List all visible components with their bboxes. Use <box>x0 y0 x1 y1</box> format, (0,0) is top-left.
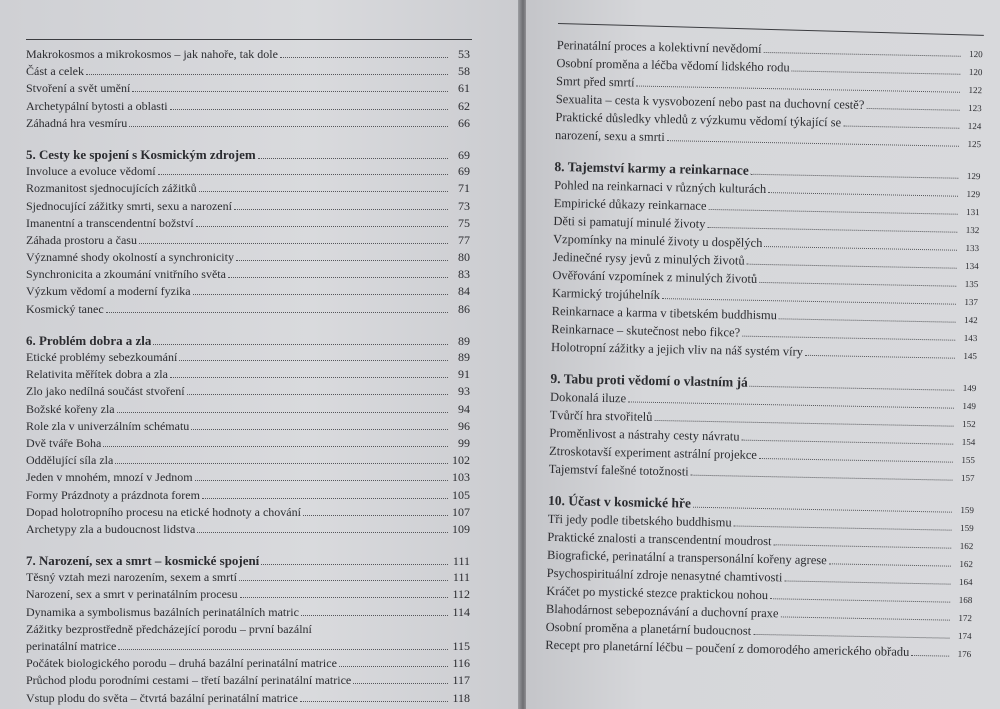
toc-entry: Dopad holotropního procesu na etické hodnoty a chování 107 <box>26 504 470 519</box>
toc-entry: Reinkarnace a karma v tibetském buddhismu 142 <box>551 303 978 326</box>
right-page <box>526 0 1000 709</box>
toc-entry: Těsný vztah mezi narozením, sexem a smrtí 111 <box>26 570 470 585</box>
toc-entry: Perinatální proces a kolektivní nevědomí 120 <box>556 37 983 60</box>
toc-entry: Tvůrčí hra stvořitelů 152 <box>549 407 976 430</box>
toc-entry: Reinkarnace – skutečnost nebo fikce? 143 <box>551 321 978 344</box>
toc-entry: Blahodárnost sebepoznávání a duchovní praxe 172 <box>545 601 972 624</box>
chapter-heading: 9. Tabu proti vědomí o vlastním já 149 <box>550 370 977 394</box>
toc-entry: Výzkum vědomí a moderní fyzika 84 <box>26 284 470 299</box>
toc-entry: Empirické důkazy reinkarnace 131 <box>553 195 980 218</box>
toc-entry: Proměnlivost a nástrahy cesty návratu 154 <box>549 425 976 448</box>
toc-entry: Archetypy zla a budoucnost lidstva 109 <box>26 521 470 536</box>
toc-entry: Makrokosmos a mikrokosmos – jak nahoře, tak dole 53 <box>26 47 470 61</box>
toc-entry: Jedinečné rysy jevů z minulých životů 134 <box>552 249 979 272</box>
toc-entry: Osobní proměna a planetární budoucnost 174 <box>545 619 972 642</box>
toc-entry: Vstup plodu do světa – čtvrtá bazální perinatální matrice 118 <box>26 690 470 705</box>
toc-entry: Sjednocující zážitky smrti, sexu a narození 73 <box>26 198 470 213</box>
top-rule <box>26 39 472 40</box>
toc-list-left <box>26 46 470 707</box>
toc-entry: Jeden v mnohém, mnozí v Jednom 103 <box>26 470 470 485</box>
toc-entry: Dvě tváře Boha 99 <box>26 435 470 450</box>
toc-entry: narození, sexu a smrti 125 <box>554 127 982 150</box>
toc-entry: Ověřování vzpomínek z minulých životů 135 <box>552 267 979 290</box>
toc-entry: Role zla v univerzálním schématu 96 <box>26 418 470 433</box>
toc-entry: Významné shody okolností a synchronicity 80 <box>26 250 470 265</box>
toc-entry: Tajemství falešné totožnosti 157 <box>548 461 975 484</box>
toc-entry: Pohled na reinkarnaci v různých kulturách 129 <box>554 177 981 200</box>
toc-entry: Synchronicita a zkoumání vnitřního světa 83 <box>26 267 470 282</box>
toc-entry: Ztroskotavší experiment astrální projekce 155 <box>548 443 976 466</box>
toc-entry: Involuce a evoluce vědomí 69 <box>26 164 470 179</box>
toc-entry: Praktické znalosti a transcendentní moudrost 162 <box>547 529 974 552</box>
top-rule <box>558 23 984 36</box>
toc-entry: Imanentní a transcendentní božství 75 <box>26 215 470 230</box>
toc-entry: Formy Prázdnoty a prázdnota forem 105 <box>26 487 470 502</box>
toc-entry: Archetypální bytosti a oblasti 62 <box>26 98 470 113</box>
toc-entry: Část a celek 58 <box>26 64 470 79</box>
chapter-heading: 10. Účast v kosmické hře 159 <box>547 492 975 516</box>
toc-entry: Recept pro planetární léčbu – poučení z domorodého amerického obřadu 176 <box>545 637 972 660</box>
toc-entry: Etické problémy sebezkoumání 89 <box>26 350 470 364</box>
chapter-heading: 5. Cesty ke spojení s Kosmickým zdrojem 69 <box>26 146 470 162</box>
toc-entry: Průchod plodu porodními cestami – třetí bazální perinatální matrice 117 <box>26 673 470 688</box>
toc-entry: Dynamika a symbolismus bazálních perinatálních matric 114 <box>26 604 470 619</box>
toc-entry: Dokonalá iluze 149 <box>549 389 977 412</box>
toc-entry: Tři jedy podle tibetského buddhismu 159 <box>547 511 974 534</box>
toc-entry: Božské kořeny zla 94 <box>26 401 470 416</box>
chapter-heading: 7. Narození, sex a smrt – kosmické spojení 111 <box>26 553 470 569</box>
toc-entry: Stvoření a svět umění 61 <box>26 81 470 96</box>
toc-entry: Sexualita – cesta k vysvobození nebo past na duchovní cestě? 123 <box>555 91 982 114</box>
toc-entry: Rozmanitost sjednocujících zážitků 71 <box>26 181 470 196</box>
toc-list-right <box>545 36 983 662</box>
chapter-heading: 6. Problém dobra a zla 89 <box>26 332 470 348</box>
toc-entry: Zážitky bezprostředně předcházející porodu – první bazální perinatální matrice 115 <box>26 621 470 654</box>
toc-entry: Kosmický tanec 86 <box>26 301 470 316</box>
toc-entry: Osobní proměna a léčba vědomí lidského rodu 120 <box>556 55 983 78</box>
toc-entry: Vzpomínky na minulé životy u dospělých 133 <box>552 231 980 254</box>
toc-entry: Zlo jako nedílná součást stvoření 93 <box>26 384 470 399</box>
chapter-heading: 8. Tajemství karmy a reinkarnace 129 <box>554 158 981 182</box>
toc-entry: Relativita měřítek dobra a zla 91 <box>26 367 470 382</box>
toc-entry: Záhadná hra vesmíru 66 <box>26 115 470 130</box>
toc-entry: Holotropní zážitky a jejich vliv na náš systém víry 145 <box>550 339 978 362</box>
toc-entry: Oddělující síla zla 102 <box>26 453 470 468</box>
toc-entry: Kráčet po mystické stezce praktickou nohou 168 <box>546 583 973 606</box>
toc-entry: Karmický trojúhelník 137 <box>551 285 979 308</box>
toc-entry: Biografické, perinatální a transpersonální kořeny agrese 162 <box>546 547 974 570</box>
toc-entry: Počátek biologického porodu – druhá bazální perinatální matrice 116 <box>26 656 470 671</box>
toc-entry: Narození, sex a smrt v perinatálním procesu 112 <box>26 587 470 602</box>
toc-entry: Praktické důsledky vhledů z výzkumu vědomí týkající se 124 <box>555 109 982 132</box>
toc-entry: Smrt před smrtí 122 <box>556 73 983 96</box>
toc-entry: Záhada prostoru a času 77 <box>26 232 470 247</box>
toc-entry: Psychospirituální zdroje nenasytné chamtivosti 164 <box>546 565 973 588</box>
toc-entry: Děti si pamatují minulé životy 132 <box>553 213 980 236</box>
